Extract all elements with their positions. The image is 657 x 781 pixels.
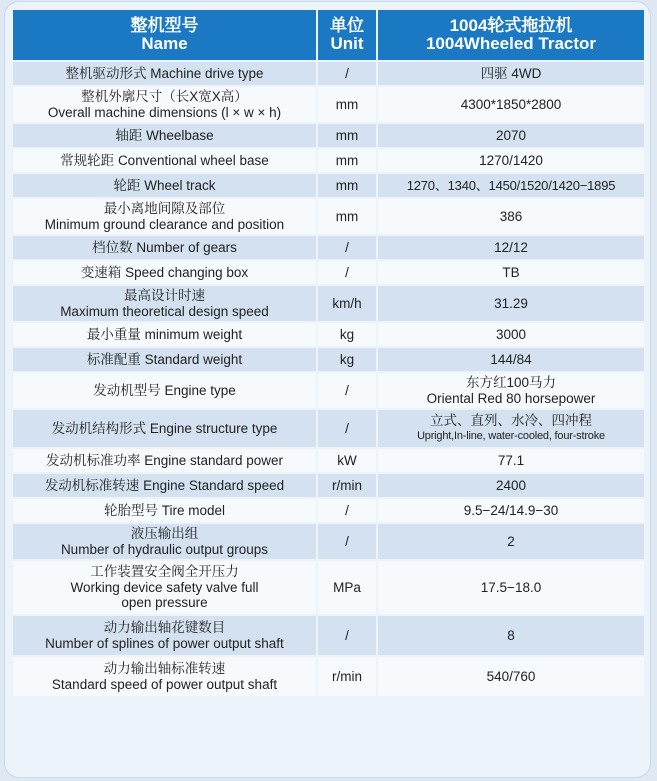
param-cell	[13, 657, 318, 696]
header-unit-zh: 单位	[330, 16, 364, 35]
param-line: Number of splines of power output shaft	[45, 635, 284, 651]
value-cell	[378, 449, 644, 472]
value-cell	[378, 616, 644, 655]
unit-cell: /	[318, 410, 378, 447]
value-line: Oriental Red 80 horsepower	[426, 390, 596, 406]
value-line: 2	[507, 533, 515, 549]
unit-cell: /	[318, 373, 378, 408]
unit-cell: /	[318, 261, 378, 284]
spec-table	[13, 8, 644, 698]
table-row	[13, 286, 644, 321]
value-line: 9.5−24/14.9−30	[463, 502, 559, 518]
param-line: 档位数 Number of gears	[92, 239, 237, 255]
param-line: 轴距 Wheelbase	[115, 127, 214, 143]
value-line: 31.29	[494, 295, 528, 311]
value-line: 立式、直列、水冷、四冲程	[430, 413, 592, 428]
table-row	[13, 616, 644, 655]
table-row	[13, 561, 644, 614]
param-line: 工作装置安全阀全开压力	[90, 564, 239, 580]
table-header	[13, 10, 644, 60]
header-model-en: 1004Wheeled Tractor	[425, 34, 597, 53]
param-line: 最小离地间隙及部位	[103, 201, 226, 216]
param-line: 整机外廓尺寸（长X宽X高）	[81, 89, 248, 104]
unit-cell: /	[318, 524, 378, 559]
unit-cell: MPa	[318, 561, 378, 614]
value-line: 386	[499, 208, 523, 224]
value-cell	[378, 499, 644, 522]
value-cell	[378, 286, 644, 321]
value-line: TB	[502, 264, 520, 280]
param-cell	[13, 348, 318, 371]
table-row	[13, 657, 644, 696]
value-cell	[378, 323, 644, 346]
param-line: Number of hydraulic output groups	[60, 541, 269, 557]
param-cell	[13, 261, 318, 284]
unit-cell: r/min	[318, 657, 378, 696]
param-cell	[13, 616, 318, 655]
unit-cell: kg	[318, 323, 378, 346]
param-cell	[13, 199, 318, 234]
header-model	[378, 10, 644, 60]
value-line: 4300*1850*2800	[460, 96, 562, 112]
value-cell	[378, 410, 644, 447]
param-line: 变速箱 Speed changing box	[80, 264, 249, 280]
param-line: Overall machine dimensions (l × w × h)	[47, 104, 282, 120]
table-row	[13, 124, 644, 147]
param-line: 动力输出轴标准转速	[103, 661, 226, 676]
value-line: 1270、1340、1450/1520/1420−1895	[406, 177, 616, 193]
param-cell	[13, 373, 318, 408]
param-cell	[13, 323, 318, 346]
table-row	[13, 449, 644, 472]
table-row	[13, 149, 644, 172]
unit-cell: mm	[318, 174, 378, 197]
value-line: 东方红100马力	[465, 375, 557, 390]
param-cell	[13, 124, 318, 147]
table-row	[13, 410, 644, 447]
value-line: 四驱 4WD	[480, 65, 542, 81]
table-row	[13, 499, 644, 522]
table-row	[13, 199, 644, 234]
param-line: 整机驱动形式 Machine drive type	[65, 65, 264, 81]
value-line: 77.1	[497, 452, 525, 468]
table-row	[13, 323, 644, 346]
param-line: Maximum theoretical design speed	[60, 303, 269, 319]
param-cell	[13, 410, 318, 447]
value-line: 2070	[495, 127, 527, 143]
table-row	[13, 373, 644, 408]
table-row	[13, 474, 644, 497]
value-line: 17.5−18.0	[480, 579, 542, 595]
param-line: 常规轮距 Conventional wheel base	[60, 152, 269, 168]
param-cell	[13, 62, 318, 85]
unit-cell: km/h	[318, 286, 378, 321]
param-line: 标准配重 Standard weight	[86, 351, 243, 367]
value-cell	[378, 174, 644, 197]
unit-cell: mm	[318, 124, 378, 147]
header-name-zh: 整机型号	[130, 16, 199, 35]
table-row	[13, 348, 644, 371]
header-unit	[318, 10, 378, 60]
unit-cell: kg	[318, 348, 378, 371]
param-line: 发动机标准功率 Engine standard power	[45, 452, 284, 468]
param-line: 发动机标准转速 Engine Standard speed	[44, 477, 285, 493]
param-line: 轮距 Wheel track	[113, 177, 216, 193]
table-row	[13, 87, 644, 122]
param-cell	[13, 236, 318, 259]
param-cell	[13, 474, 318, 497]
value-cell	[378, 524, 644, 559]
param-line: Standard speed of power output shaft	[51, 676, 278, 692]
value-line: 2400	[495, 477, 527, 493]
value-cell	[378, 261, 644, 284]
param-line: 最小重量 minimum weight	[86, 326, 243, 342]
value-cell	[378, 561, 644, 614]
unit-cell: mm	[318, 199, 378, 234]
param-cell	[13, 286, 318, 321]
param-line: open pressure	[121, 595, 208, 611]
value-line: 12/12	[494, 239, 528, 255]
value-line: 3000	[495, 326, 527, 342]
unit-cell: /	[318, 616, 378, 655]
value-line: Upright,In-line, water-cooled, four-stroke	[417, 429, 605, 442]
header-name-en: Name	[141, 34, 188, 53]
param-line: 发动机型号 Engine type	[93, 382, 236, 398]
table-row	[13, 174, 644, 197]
value-line: 8	[507, 627, 515, 643]
value-line: 540/760	[486, 668, 536, 684]
value-cell	[378, 149, 644, 172]
table-row	[13, 261, 644, 284]
value-cell	[378, 199, 644, 234]
param-cell	[13, 499, 318, 522]
header-model-zh: 1004轮式拖拉机	[449, 16, 573, 35]
param-line: Minimum ground clearance and position	[44, 216, 285, 232]
unit-cell: mm	[318, 149, 378, 172]
param-cell	[13, 524, 318, 559]
value-cell	[378, 62, 644, 85]
param-cell	[13, 149, 318, 172]
param-cell	[13, 87, 318, 122]
value-cell	[378, 236, 644, 259]
table-row	[13, 62, 644, 85]
value-cell	[378, 87, 644, 122]
value-line: 1270/1420	[479, 152, 543, 168]
unit-cell: r/min	[318, 474, 378, 497]
param-line: 动力输出轴花键数目	[103, 620, 226, 635]
unit-cell: /	[318, 499, 378, 522]
value-line: 144/84	[490, 351, 532, 367]
param-cell	[13, 561, 318, 614]
value-cell	[378, 348, 644, 371]
spec-sheet	[5, 2, 650, 777]
value-cell	[378, 474, 644, 497]
unit-cell: /	[318, 236, 378, 259]
value-cell	[378, 373, 644, 408]
unit-cell: kW	[318, 449, 378, 472]
param-line: 发动机结构形式 Engine structure type	[51, 420, 278, 436]
header-name	[13, 10, 318, 60]
table-row	[13, 236, 644, 259]
header-unit-en: Unit	[330, 34, 364, 53]
unit-cell: /	[318, 62, 378, 85]
param-line: 液压输出组	[130, 526, 199, 541]
param-line: 轮胎型号 Tire model	[103, 502, 226, 518]
param-cell	[13, 449, 318, 472]
value-cell	[378, 657, 644, 696]
table-row	[13, 524, 644, 559]
param-line: Working device safety valve full	[70, 579, 259, 595]
param-cell	[13, 174, 318, 197]
value-cell	[378, 124, 644, 147]
unit-cell: mm	[318, 87, 378, 122]
param-line: 最高设计时速	[124, 288, 205, 303]
